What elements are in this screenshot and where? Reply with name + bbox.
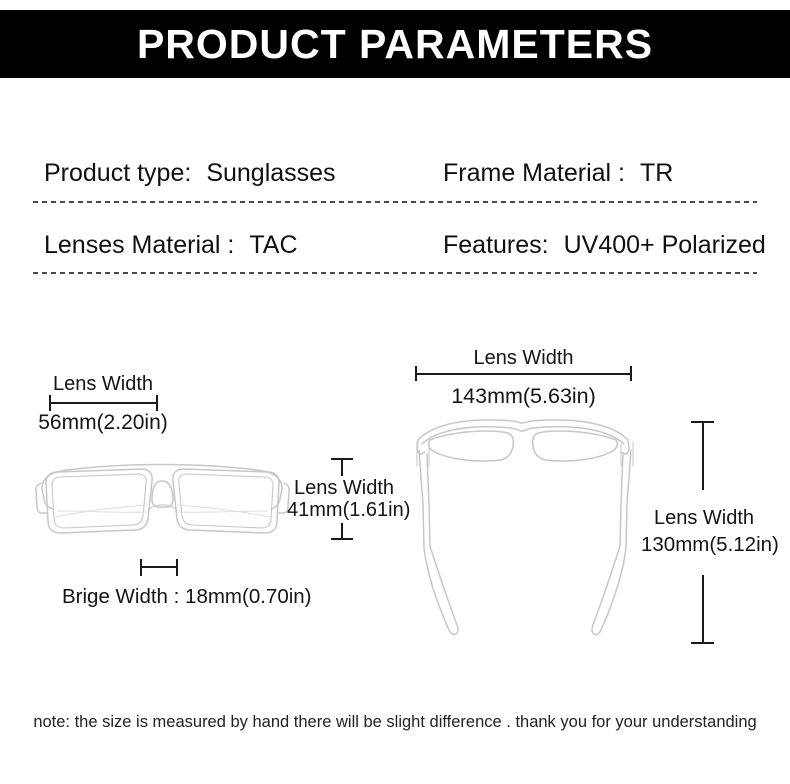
- spec-frame-material: [443, 156, 673, 190]
- banner: [0, 10, 790, 78]
- lens-height-value: 41mm(1.61in): [287, 499, 411, 521]
- lens-height-tick-bottom: [331, 538, 353, 540]
- divider-dashed-2: [33, 272, 757, 274]
- lens-height-label: Lens Width: [293, 477, 395, 499]
- bridge-width-label: Brige Width : 18mm(0.70in): [62, 585, 312, 608]
- spec-features-value: UV400+ Polarized: [563, 230, 766, 259]
- front-lens-width-label: Lens Width: [52, 373, 154, 395]
- temple-length-label: Lens Width: [653, 507, 755, 529]
- sunglasses-front-view-icon: [35, 455, 290, 545]
- spec-lenses-material: [44, 228, 298, 262]
- page-title: PRODUCT PARAMETERS: [136, 20, 654, 67]
- temple-length-stem-top: [702, 423, 704, 490]
- spec-product-type-label: Product type:: [44, 158, 192, 187]
- spec-frame-material-label: Frame Material :: [443, 158, 625, 187]
- measure-line: [49, 402, 158, 404]
- spec-lenses-material-value: TAC: [249, 230, 298, 259]
- divider-dashed-1: [33, 201, 757, 203]
- bridge-width-measure-line: [140, 559, 178, 576]
- measure-line: [140, 566, 178, 568]
- spec-lenses-material-label: Lenses Material :: [44, 230, 235, 259]
- lens-height-stem-bottom: [341, 523, 343, 538]
- measure-tick-right: [630, 366, 632, 381]
- measure-line: [415, 373, 632, 375]
- sunglasses-front-view: [35, 455, 290, 545]
- sunglasses-top-view: [405, 408, 645, 648]
- measure-tick-right: [156, 395, 158, 411]
- frame-width-value: 143mm(5.63in): [451, 384, 596, 408]
- footer-note: note: the size is measured by hand there will be slight difference . thank you for your understanding: [33, 713, 757, 731]
- lens-height-stem-top: [341, 460, 343, 476]
- frame-width-measure-line: [415, 366, 632, 381]
- spec-product-type: [44, 156, 336, 190]
- spec-product-type-value: Sunglasses: [206, 158, 336, 187]
- front-lens-width-measure-line: [49, 395, 158, 411]
- frame-width-label: Lens Width: [473, 347, 574, 369]
- measure-tick-right: [176, 559, 178, 576]
- spec-features-label: Features:: [443, 230, 549, 259]
- sunglasses-top-view-icon: [405, 408, 645, 648]
- temple-length-value: 130mm(5.12in): [641, 533, 779, 556]
- front-lens-width-value: 56mm(2.20in): [38, 411, 168, 434]
- temple-length-tick-bottom: [691, 642, 714, 644]
- spec-frame-material-value: TR: [639, 158, 674, 187]
- temple-length-stem-bottom: [702, 575, 704, 642]
- spec-features: [443, 228, 766, 262]
